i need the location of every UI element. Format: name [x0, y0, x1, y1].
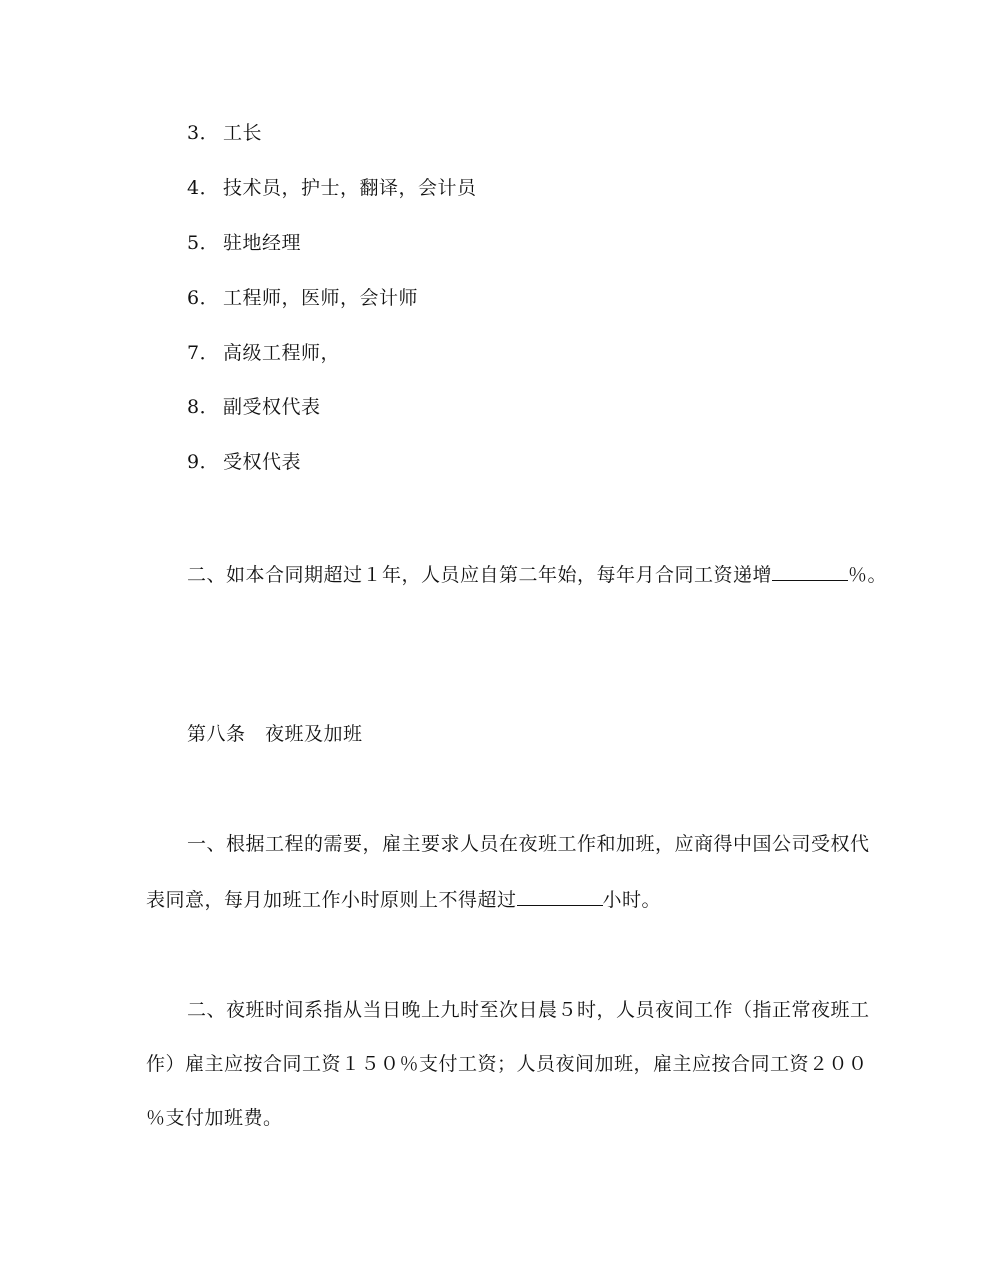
- paragraph-line: ％支付加班费。: [146, 1107, 283, 1129]
- list-text: 工长: [223, 122, 263, 144]
- paragraph-text: 表同意，每月加班工作小时原则上不得超过: [146, 889, 517, 911]
- list-number: 9．: [187, 451, 220, 473]
- list-text: 技术员，护士，翻译，会计员: [223, 177, 477, 199]
- paragraph-line: 一、根据工程的需要，雇主要求人员在夜班工作和加班，应商得中国公司受权代: [187, 833, 870, 855]
- paragraph-line: 作）雇主应按合同工资１５０％支付工资；人员夜间加班，雇主应按合同工资２００: [146, 1053, 868, 1075]
- paragraph-line: [146, 887, 661, 912]
- list-text: 工程师，医师，会计师: [223, 287, 419, 309]
- list-item: [187, 231, 301, 255]
- clause-salary-increase: [187, 562, 887, 587]
- fill-in-blank: [772, 562, 848, 581]
- list-item: [187, 450, 301, 474]
- paragraph-line: 二、夜班时间系指从当日晚上九时至次日晨５时，人员夜间工作（指正常夜班工: [187, 999, 870, 1021]
- list-number: 4．: [187, 177, 220, 199]
- list-item: [187, 286, 418, 310]
- list-number: 8．: [187, 396, 220, 418]
- list-number: 7．: [187, 342, 220, 364]
- article-heading: 第八条 夜班及加班: [187, 723, 363, 745]
- list-item: [187, 176, 477, 200]
- list-text: 高级工程师，: [223, 342, 341, 364]
- list-number: 3．: [187, 122, 220, 144]
- list-item: [187, 395, 321, 419]
- list-item: [187, 121, 262, 145]
- list-text: 驻地经理: [223, 232, 302, 254]
- list-number: 6．: [187, 287, 220, 309]
- list-item: [187, 341, 340, 365]
- fill-in-blank: [517, 887, 603, 906]
- clause-text: 二、如本合同期超过１年，人员应自第二年始，每年月合同工资递增: [187, 564, 773, 586]
- list-text: 副受权代表: [223, 396, 321, 418]
- paragraph-text-end: 小时。: [602, 889, 662, 911]
- list-text: 受权代表: [223, 451, 302, 473]
- list-number: 5．: [187, 232, 220, 254]
- clause-text-end: ％。: [848, 564, 888, 586]
